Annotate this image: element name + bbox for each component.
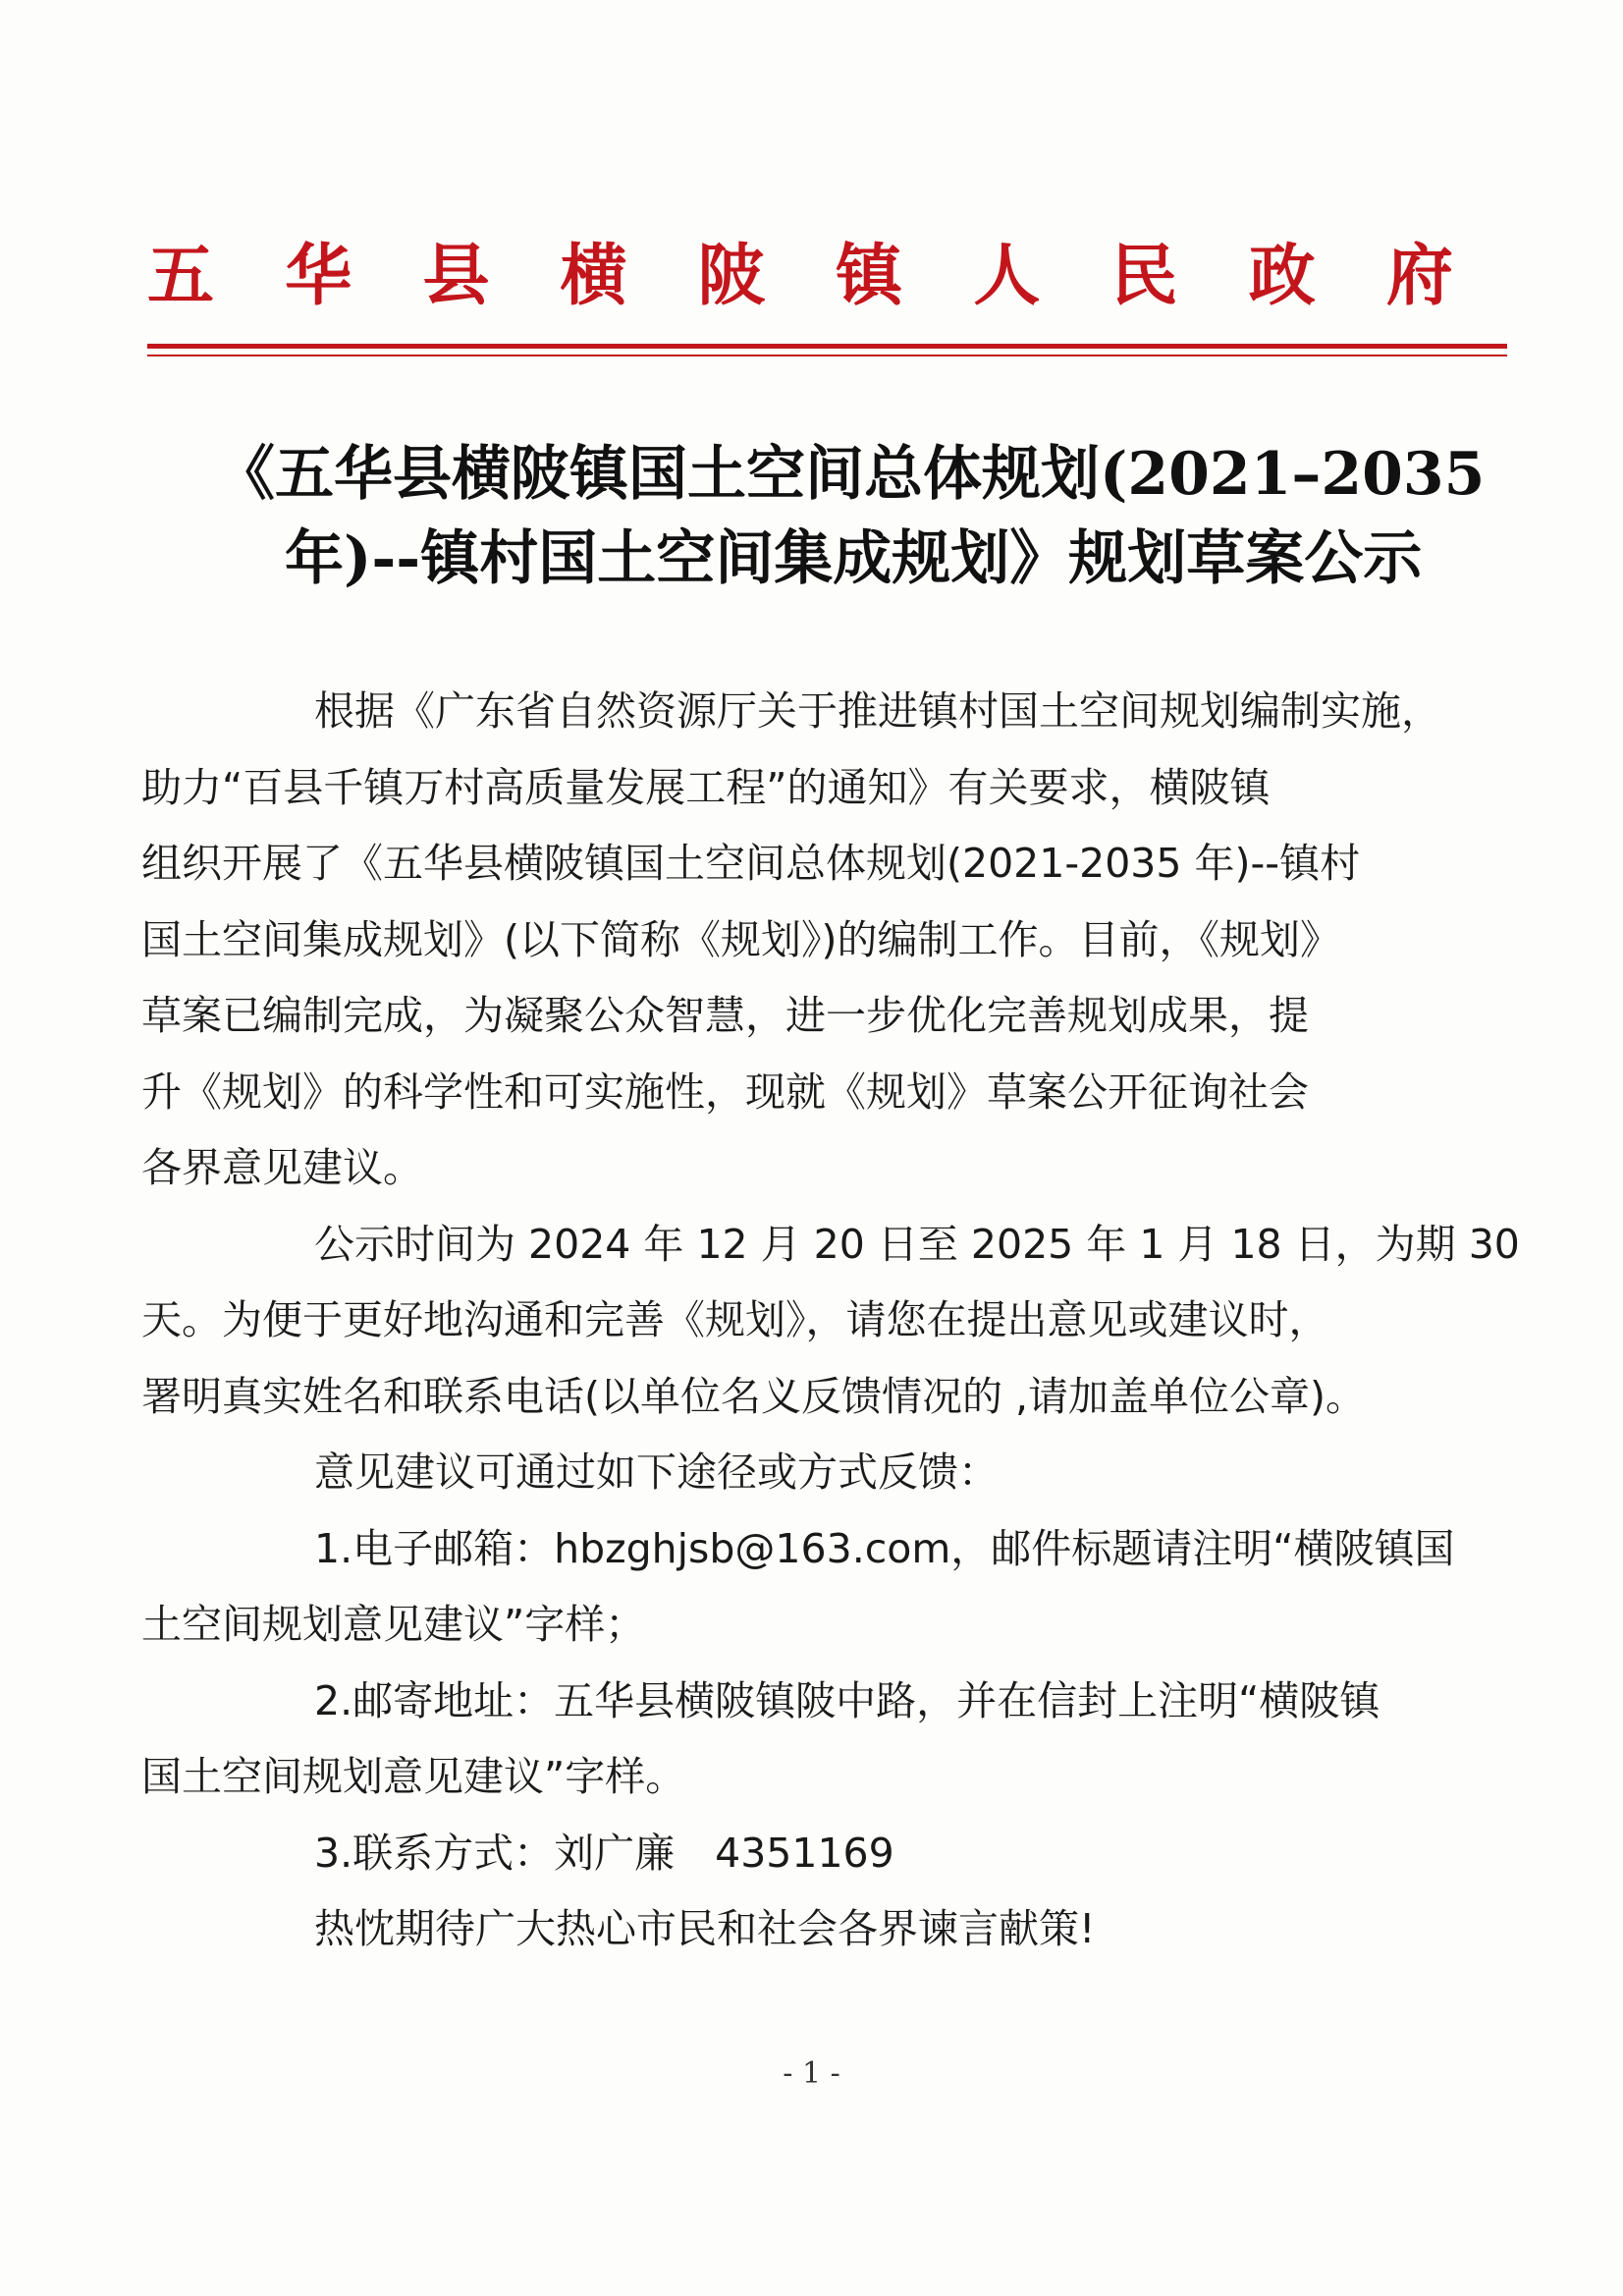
masthead-char: 镇 xyxy=(836,237,903,315)
body-line: 助力“百县千镇万村高质量发展工程”的通知》有关要求，横陂镇 xyxy=(141,763,1271,811)
masthead-char: 人 xyxy=(973,237,1041,315)
document-body xyxy=(141,674,1520,1968)
body-line: 土空间规划意见建议”字样； xyxy=(141,1601,646,1648)
masthead-char: 县 xyxy=(422,237,490,315)
body-line: 升《规划》的科学性和可实施性，现就《规划》草案公开征询社会 xyxy=(141,1067,1309,1116)
title-line-2: 年)--镇村国土空间集成规划》规划草案公示 xyxy=(285,524,1423,593)
issuer-masthead xyxy=(147,232,1453,320)
page-number: - 1 - xyxy=(783,2056,840,2091)
masthead-divider-thin xyxy=(147,355,1507,356)
masthead-char: 府 xyxy=(1385,237,1453,315)
body-line: 3.联系方式：刘广廉 4351169 xyxy=(314,1829,894,1877)
body-line: 1.电子邮箱：hbzghjsb@163.com，邮件标题请注明“横陂镇国 xyxy=(314,1524,1455,1572)
masthead-char: 陂 xyxy=(697,237,765,315)
body-line: 署明真实姓名和联系电话(以单位名义反馈情况的 ,请加盖单位公章)。 xyxy=(141,1372,1367,1420)
body-line: 各界意见建议。 xyxy=(141,1144,423,1191)
body-line: 国土空间规划意见建议”字样。 xyxy=(141,1753,686,1800)
body-line: 草案已编制完成，为凝聚公众智慧，进一步优化完善规划成果，提 xyxy=(141,992,1309,1039)
title-line-1: 《五华县横陂镇国土空间总体规划(2021–2035 xyxy=(216,440,1486,509)
masthead-char: 民 xyxy=(1110,237,1178,315)
masthead-char: 政 xyxy=(1248,237,1316,315)
masthead-char: 横 xyxy=(560,237,627,315)
body-line: 意见建议可通过如下途径或方式反馈： xyxy=(314,1449,999,1496)
masthead-divider-thick xyxy=(147,344,1507,349)
body-line: 国土空间集成规划》(以下简称《规划》)的编制工作。目前，《规划》 xyxy=(141,915,1340,963)
masthead-char: 五 xyxy=(147,237,215,315)
body-line: 根据《广东省自然资源厅关于推进镇村国土空间规划编制实施， xyxy=(314,687,1441,735)
body-line: 组织开展了《五华县横陂镇国土空间总体规划(2021-2035 年)--镇村 xyxy=(141,840,1361,887)
body-line: 热忱期待广大热心市民和社会各界谏言献策! xyxy=(314,1905,1096,1952)
masthead-char: 华 xyxy=(285,237,352,315)
body-line: 公示时间为 2024 年 12 月 20 日至 2025 年 1 月 18 日，为期 30 xyxy=(314,1220,1520,1268)
body-line: 天。为便于更好地沟通和完善《规划》，请您在提出意见或建议时， xyxy=(141,1296,1329,1343)
document-title xyxy=(216,432,1522,601)
body-line: 2.邮寄地址：五华县横陂镇陂中路，并在信封上注明“横陂镇 xyxy=(314,1676,1380,1724)
